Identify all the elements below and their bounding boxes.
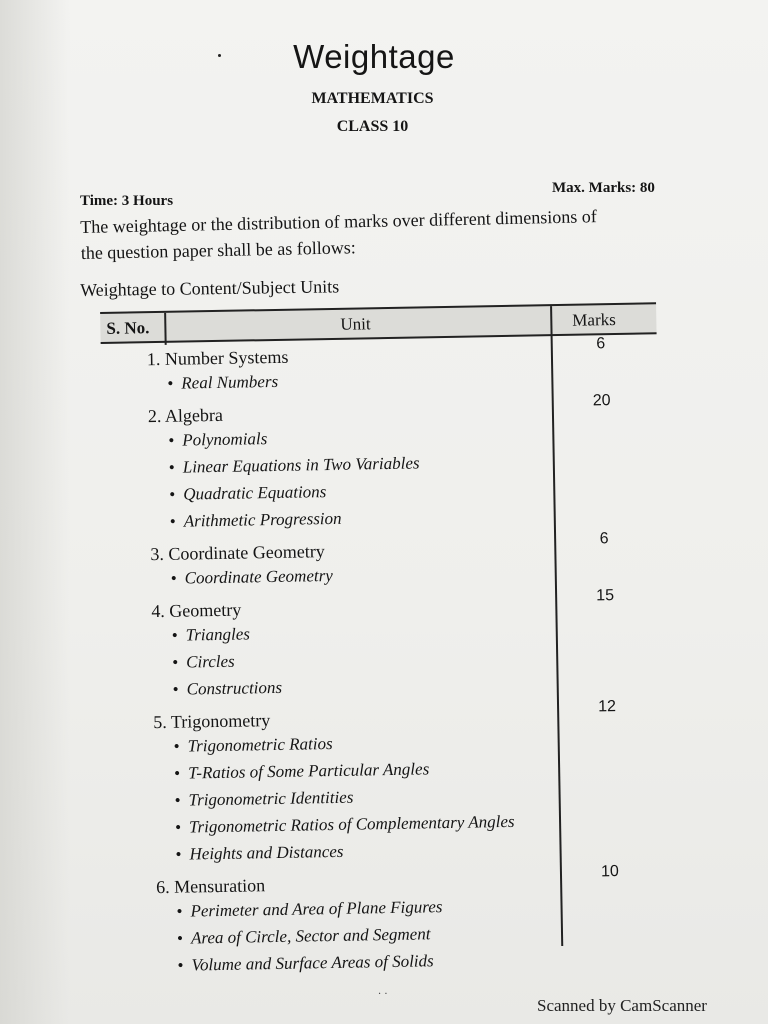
unit-marks: 6 xyxy=(599,530,609,548)
unit-topic: • Perimeter and Area of Plane Figures xyxy=(176,893,442,925)
unit-row xyxy=(148,401,421,535)
unit-topic: • Area of Circle, Sector and Segment xyxy=(177,920,443,952)
time-label: Time: 3 Hours xyxy=(80,193,174,209)
unit-marks: 12 xyxy=(598,698,617,716)
weightage-table xyxy=(100,296,667,975)
scanner-watermark: Scanned by CamScanner xyxy=(537,996,707,1015)
unit-marks: 20 xyxy=(592,392,611,410)
unit-row xyxy=(156,872,444,979)
intro-line: the question paper shall be as follows: xyxy=(80,237,356,263)
unit-row xyxy=(153,706,515,868)
unit-title: 1. Number Systems xyxy=(146,346,289,370)
unit-marks: 15 xyxy=(596,587,615,605)
unit-topic: • Coordinate Geometry xyxy=(171,562,334,592)
unit-topic: • Real Numbers xyxy=(167,368,289,397)
document-subject: MATHEMATICS xyxy=(311,90,434,107)
intro-paragraph xyxy=(80,201,691,266)
unit-topic: • Trigonometric Identities xyxy=(174,781,514,814)
unit-topic: • Arithmetic Progression xyxy=(170,503,421,534)
unit-topic: • Trigonometric Ratios of Complementary Angles xyxy=(175,808,515,841)
intro-line: The weightage or the distribution of marks over different dimensions of xyxy=(80,206,597,237)
document-class: CLASS 10 xyxy=(336,118,409,135)
unit-topic: • Quadratic Equations xyxy=(169,476,420,507)
footer-mark: · · xyxy=(378,989,388,1000)
unit-marks: 6 xyxy=(596,335,606,353)
unit-topic: • Linear Equations in Two Variables xyxy=(169,449,420,480)
header-marks: Marks xyxy=(572,310,616,330)
unit-title: 3. Coordinate Geometry xyxy=(150,541,325,565)
unit-title: 2. Algebra xyxy=(147,404,224,427)
unit-topic: • Heights and Distances xyxy=(175,835,515,868)
unit-row xyxy=(150,541,333,592)
unit-title: 4. Geometry xyxy=(151,599,242,622)
column-divider xyxy=(550,306,563,946)
max-marks-label: Max. Marks: 80 xyxy=(552,180,655,196)
unit-topic: • Constructions xyxy=(172,674,282,703)
unit-topic: • Triangles xyxy=(172,620,282,649)
unit-title: 6. Mensuration xyxy=(155,875,266,898)
unit-row xyxy=(151,599,282,703)
section-heading: Weightage to Content/Subject Units xyxy=(80,276,340,300)
unit-topic: • Circles xyxy=(172,647,282,676)
unit-row xyxy=(147,347,289,397)
unit-topic: • T-Ratios of Some Particular Angles xyxy=(174,754,514,787)
unit-topic: • Volume and Surface Areas of Solids xyxy=(177,947,443,979)
header-sno: S. No. xyxy=(106,318,150,338)
unit-title: 5. Trigonometry xyxy=(153,710,271,733)
unit-topic: • Polynomials xyxy=(168,422,419,453)
unit-marks: 10 xyxy=(600,863,619,881)
document-title: Weightage xyxy=(293,38,455,75)
unit-topic: • Trigonometric Ratios xyxy=(173,727,513,760)
header-unit: Unit xyxy=(340,314,371,334)
